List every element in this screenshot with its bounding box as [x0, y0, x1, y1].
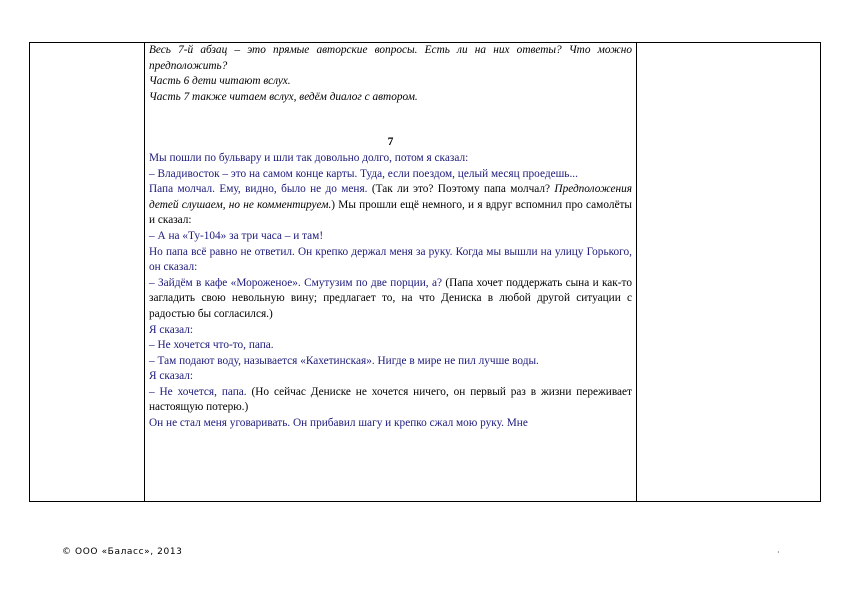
main-column — [145, 43, 637, 501]
intro-line: Часть 6 дети читают вслух. — [149, 75, 291, 88]
story-paragraph — [149, 385, 632, 416]
right-column — [637, 43, 820, 501]
teacher-note: Предположения детей слушаем, но не комментируем. — [149, 183, 632, 211]
teacher-note: (Так ли это? Поэтому папа молчал? — [371, 183, 555, 196]
chapter-number: 7 — [387, 136, 394, 149]
intro-line: Весь 7-й абзац – это прямые авторские вопросы. Есть ли на них ответы? Что можно предположить? — [149, 44, 632, 72]
story-paragraph: Я сказал: — [149, 370, 194, 383]
story-paragraph: Мы пошли по бульвару и шли так довольно долго, потом я сказал: — [149, 151, 469, 164]
story-paragraph: – А на «Ту-104» за три часа – и там! — [149, 229, 324, 242]
teacher-note: (Но сейчас Дениске не хочется ничего, он первый раз в жизни переживает настоящую потерю.) — [149, 385, 632, 414]
story-paragraph — [149, 182, 632, 229]
story-text: – Зайдём в кафе «Мороженое». Смутузим по две порции, а? — [149, 276, 446, 289]
story-paragraph: – Там подают воду, называется «Кахетинская». Нигде в мире не пил лучше воды. — [149, 354, 539, 367]
teacher-note: (Папа хочет поддержать сына и как-то загладить свою невольную вину; предлагает то, на что Дениска в любой другой ситуации с радостью бы согласился.) — [149, 276, 632, 320]
story-paragraph: – Владивосток – это на самом конце карты. Туда, если поездом, целый месяц проедешь... — [149, 167, 578, 180]
story-text: Папа молчал. Ему, видно, было не до меня. — [149, 183, 372, 196]
story-paragraph: Он не стал меня уговаривать. Он прибавил шагу и крепко сжал мою руку. Мне — [149, 417, 528, 430]
story-paragraph: Я сказал: — [149, 323, 194, 336]
intro-line: Часть 7 также читаем вслух, ведём диалог с автором. — [149, 90, 418, 103]
story-text: – Не хочется, папа. — [149, 385, 252, 398]
left-column — [30, 43, 145, 501]
story-paragraph: – Не хочется что-то, папа. — [149, 339, 274, 352]
page-mark: · — [777, 548, 780, 557]
cell-content — [145, 43, 636, 432]
story-paragraph — [149, 276, 632, 323]
lesson-table — [29, 42, 821, 502]
story-paragraph: Но папа всё равно не ответил. Он крепко держал меня за руку. Когда мы вышли на улицу Горького, он сказал: — [149, 245, 632, 274]
teacher-note: ) Мы прошли ещё немного, и я вдруг вспомнил про самолёты и сказал: — [149, 198, 632, 227]
copyright-footer: © ООО «Баласс», 2013 — [62, 547, 183, 557]
